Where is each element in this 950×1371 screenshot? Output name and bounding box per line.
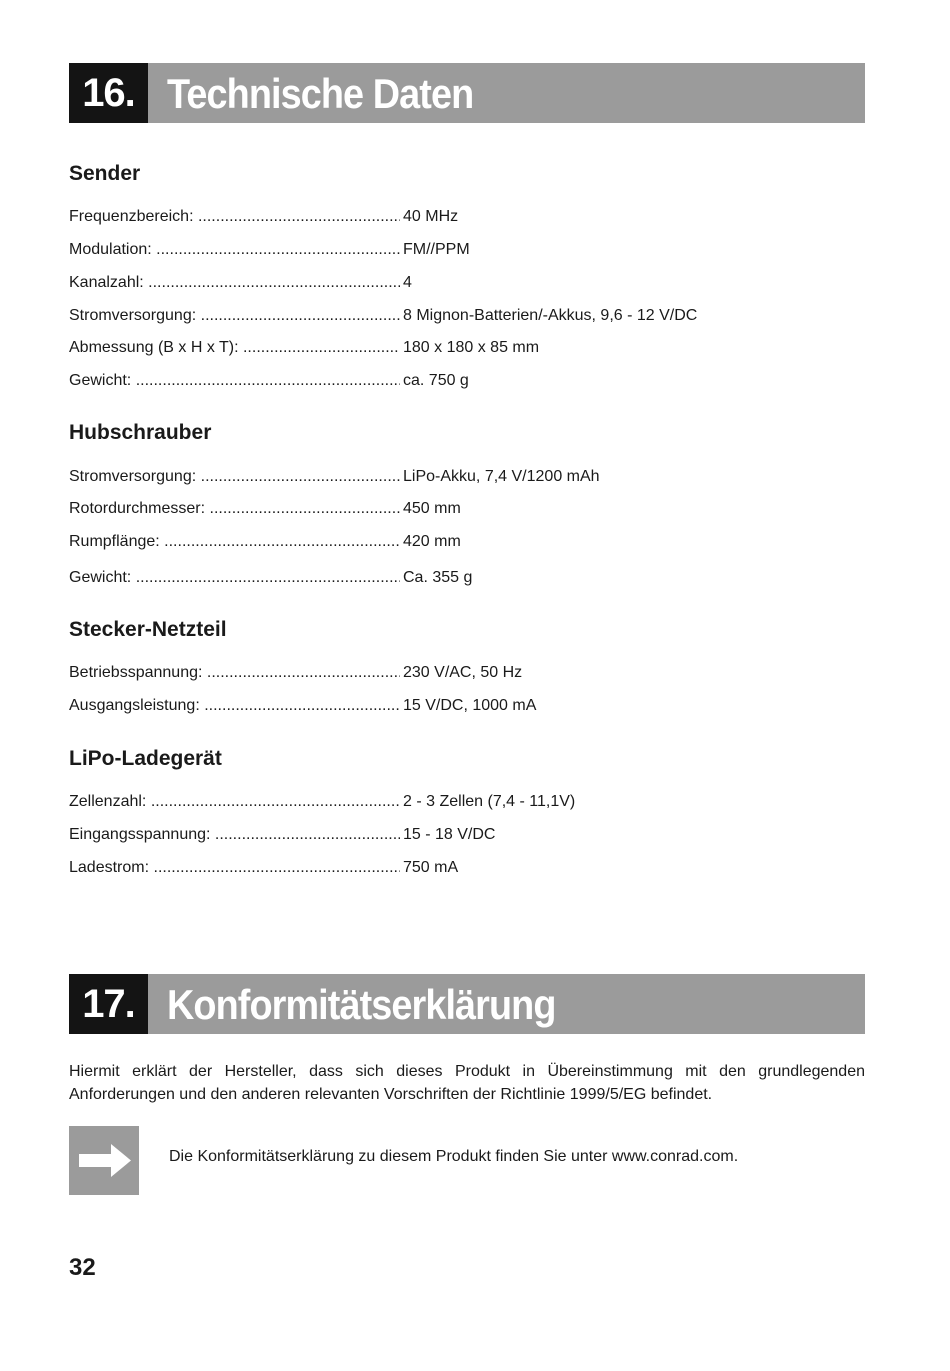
note-icon-box — [69, 1126, 139, 1195]
spec-value: 230 V/AC, 50 Hz — [403, 664, 523, 681]
arrow-right-icon — [69, 1126, 139, 1195]
spec-label: Betriebsspannung: ..... — [69, 661, 400, 685]
spec-label: Rumpflänge: ..... — [69, 530, 400, 554]
spec-label: Ladestrom: ..... — [69, 856, 400, 880]
section-16-banner — [69, 63, 865, 123]
spec-label: Abmessung (B x H x T): ..... — [69, 336, 400, 360]
spec-label: Ausgangsleistung: ..... — [69, 694, 400, 718]
spec-label: Eingangsspannung: ..... — [69, 823, 400, 847]
spec-label: Kanalzahl: ..... — [69, 271, 400, 295]
netzteil-heading: Stecker-Netzteil — [69, 618, 227, 641]
section-number: 17. — [69, 974, 148, 1034]
spec-label: Rotordurchmesser: ..... — [69, 497, 400, 521]
section-title: Konformitätserklärung — [167, 981, 556, 1028]
spec-value: 180 x 180 x 85 mm — [403, 339, 540, 356]
spec-value: 420 mm — [403, 533, 461, 550]
spec-label: Frequenzbereich: ..... — [69, 205, 400, 229]
spec-label: Gewicht: ..... — [69, 369, 400, 393]
spec-value: 8 Mignon-Batterien/-Akkus, 9,6 - 12 V/DC — [403, 307, 698, 324]
page-number: 32 — [69, 1254, 96, 1281]
spec-label: Stromversorgung: ..... — [69, 465, 400, 489]
section-17-banner — [69, 974, 865, 1034]
ladegeraet-heading: LiPo-Ladegerät — [69, 747, 222, 770]
sender-heading: Sender — [69, 162, 141, 185]
conformity-paragraph: Hiermit erklärt der Hersteller, dass sich dieses Produkt in Übereinstimmung mit den grundlegenden Anforderungen und den anderen relevanten Vorschriften der Richtlinie 1999/5/EG befindet. — [69, 1063, 865, 1103]
spec-value: 450 mm — [403, 500, 461, 517]
spec-value: 4 — [403, 274, 412, 291]
spec-value: Ca. 355 g — [403, 569, 473, 586]
spec-value: FM//PPM — [403, 241, 470, 258]
spec-value: 15 V/DC, 1000 mA — [403, 697, 537, 714]
spec-label: Gewicht: ..... — [69, 566, 400, 590]
spec-value: LiPo-Akku, 7,4 V/1200 mAh — [403, 468, 600, 485]
spec-value: 750 mA — [403, 859, 459, 876]
hubschrauber-heading: Hubschrauber — [69, 421, 212, 444]
spec-value: ca. 750 g — [403, 372, 469, 389]
spec-label: Stromversorgung: ..... — [69, 304, 400, 328]
spec-label: Zellenzahl: ..... — [69, 790, 400, 814]
section-number: 16. — [69, 63, 148, 123]
spec-value: 2 - 3 Zellen (7,4 - 11,1V) — [403, 793, 576, 810]
spec-label: Modulation: ..... — [69, 238, 400, 262]
section-title: Technische Daten — [167, 70, 474, 117]
note-text: Die Konformitätserklärung zu diesem Produkt finden Sie unter www.conrad.com. — [169, 1148, 739, 1165]
spec-value: 40 MHz — [403, 208, 459, 225]
spec-value: 15 - 18 V/DC — [403, 826, 496, 843]
